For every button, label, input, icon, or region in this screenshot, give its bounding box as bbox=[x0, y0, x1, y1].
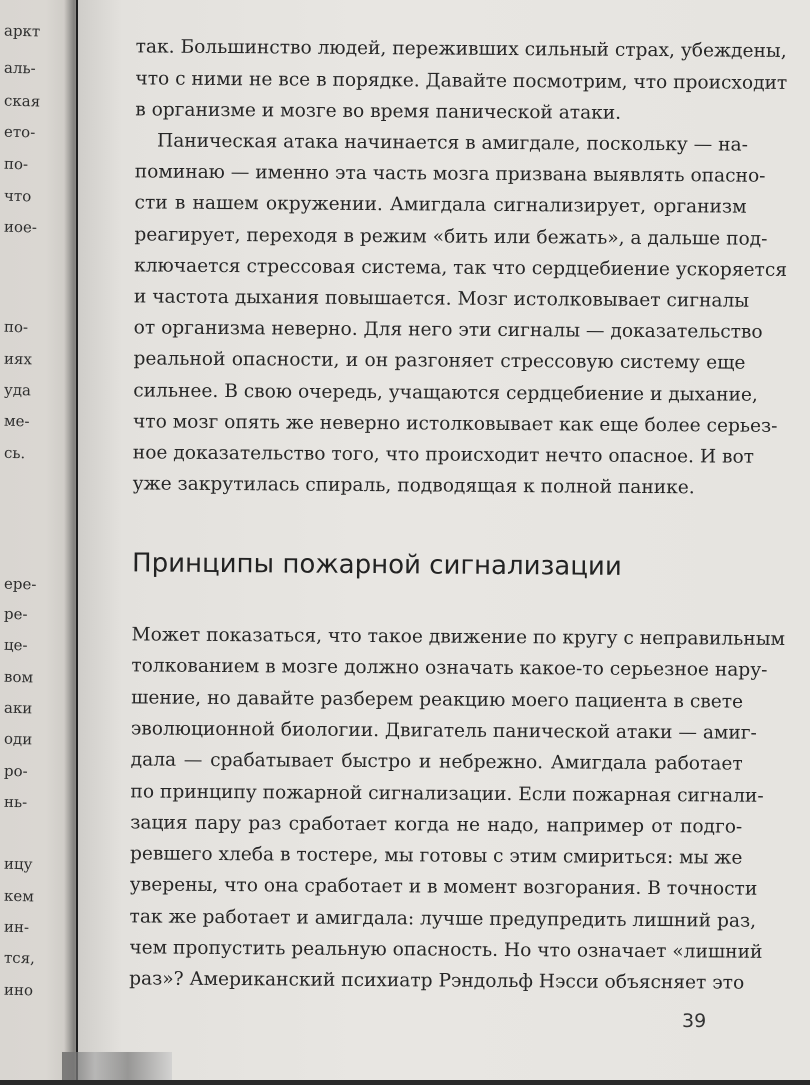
facing-page-fragment: сь. bbox=[3, 443, 26, 463]
section-heading: Принципы пожарной сигнализации bbox=[131, 548, 622, 582]
facing-page-fragment: ино bbox=[3, 980, 34, 1000]
text-line: толкованием в мозге должно означать какое-то серьезное нару- bbox=[131, 655, 768, 682]
facing-page-fragment: иое- bbox=[3, 217, 38, 237]
text-line: раз»? Американский психиатр Рэндольф Нэсси объясняет это bbox=[129, 968, 745, 994]
page-text bbox=[70, 0, 810, 1085]
facing-page-fragment: це- bbox=[3, 635, 28, 655]
text-line: реальной опасности, и он разгоняет стрессовую систему еще bbox=[133, 348, 746, 375]
text-line: зация пару раз сработает когда не надо, например от подго- bbox=[130, 812, 743, 838]
facing-page-fragment: ская bbox=[3, 91, 41, 111]
photo-edge-object bbox=[62, 1052, 172, 1080]
text-line: Может показаться, что такое движение по кругу с неправильным bbox=[131, 624, 786, 650]
facing-page-fragment: что bbox=[3, 186, 32, 206]
text-line: что с ними не все в порядке. Давайте посмотрим, что происходит bbox=[135, 67, 788, 94]
facing-page-fragment: ицу bbox=[3, 854, 33, 874]
facing-page-fragment: по- bbox=[3, 317, 29, 337]
page-number: 39 bbox=[682, 1010, 707, 1032]
text-line: сти в нашем окружении. Амигдала сигнализирует, организм bbox=[134, 192, 747, 219]
text-line: так. Большинство людей, переживших сильный страх, убеждены, bbox=[135, 36, 787, 62]
text-line: и частота дыхания повышается. Мозг истолковывает сигналы bbox=[133, 286, 750, 312]
text-line: дала — срабатывает быстро и небрежно. Амигдала работает bbox=[130, 749, 743, 775]
facing-page-fragment: кем bbox=[3, 886, 35, 906]
facing-page-fragment: аркт bbox=[3, 21, 41, 41]
text-line: сильнее. В свою очередь, учащаются сердцебиение и дыхание, bbox=[133, 379, 758, 406]
facing-page-fragment: ме- bbox=[3, 411, 30, 431]
text-line: уже закрутилась спираль, подводящая к полной панике. bbox=[132, 473, 695, 499]
facing-page-fragment: ре- bbox=[3, 604, 28, 624]
text-line: уверены, что она сработает и в момент возгорания. В точности bbox=[129, 874, 758, 901]
facing-page-fragment: тся, bbox=[3, 948, 36, 968]
facing-page-fragment: ето- bbox=[3, 122, 36, 142]
text-line: чем пропустить реальную опасность. Но что означает «лишний bbox=[129, 937, 763, 963]
facing-page-fragment: ро- bbox=[3, 761, 28, 781]
facing-page-fragment: вом bbox=[3, 667, 34, 687]
text-line: что мозг опять же неверно истолковывает как еще более серьез- bbox=[132, 411, 778, 437]
text-line: ревшего хлеба в тостере, мы готовы с этим смириться: мы же bbox=[129, 843, 743, 869]
text-line: ное доказательство того, что происходит нечто опасное. И вот bbox=[132, 442, 755, 468]
book-page bbox=[78, 0, 810, 1080]
text-line: реагирует, переходя в режим «бить или бежать», а дальше под- bbox=[134, 223, 768, 250]
facing-page-fragment: аки bbox=[3, 698, 33, 718]
text-line: шение, но давайте разберем реакцию моего пациента в свете bbox=[131, 686, 744, 713]
text-line: по принципу пожарной сигнализации. Если пожарная сигнали- bbox=[130, 780, 764, 807]
facing-page-fragment: ере- bbox=[3, 574, 37, 594]
text-line: Паническая атака начинается в амигдале, поскольку — на- bbox=[156, 130, 749, 156]
facing-page-fragment: иях bbox=[3, 349, 33, 369]
text-line: поминаю — именно эта часть мозга призвана выявлять опасно- bbox=[134, 161, 766, 187]
facing-page-fragment: по- bbox=[3, 154, 29, 174]
facing-page-fragment: аль- bbox=[3, 58, 36, 78]
text-line: от организма неверно. Для него эти сигналы — доказательство bbox=[133, 317, 763, 343]
text-line: эволюционной биологии. Двигатель панической атаки — амиг- bbox=[130, 718, 757, 744]
facing-page-fragment: нь- bbox=[3, 792, 28, 812]
text-line: так же работает и амигдала: лучше предупредить лишний раз, bbox=[129, 906, 757, 932]
facing-page-fragment: ин- bbox=[3, 917, 30, 937]
facing-page-fragment: оди bbox=[3, 729, 33, 749]
paragraph-1 bbox=[78, 0, 810, 124]
text-line: ключается стрессовая система, так что сердцебиение ускоряется bbox=[134, 255, 788, 281]
text-line: в организме и мозге во время панической атаки. bbox=[135, 99, 622, 124]
facing-page-fragment: уда bbox=[3, 380, 32, 400]
